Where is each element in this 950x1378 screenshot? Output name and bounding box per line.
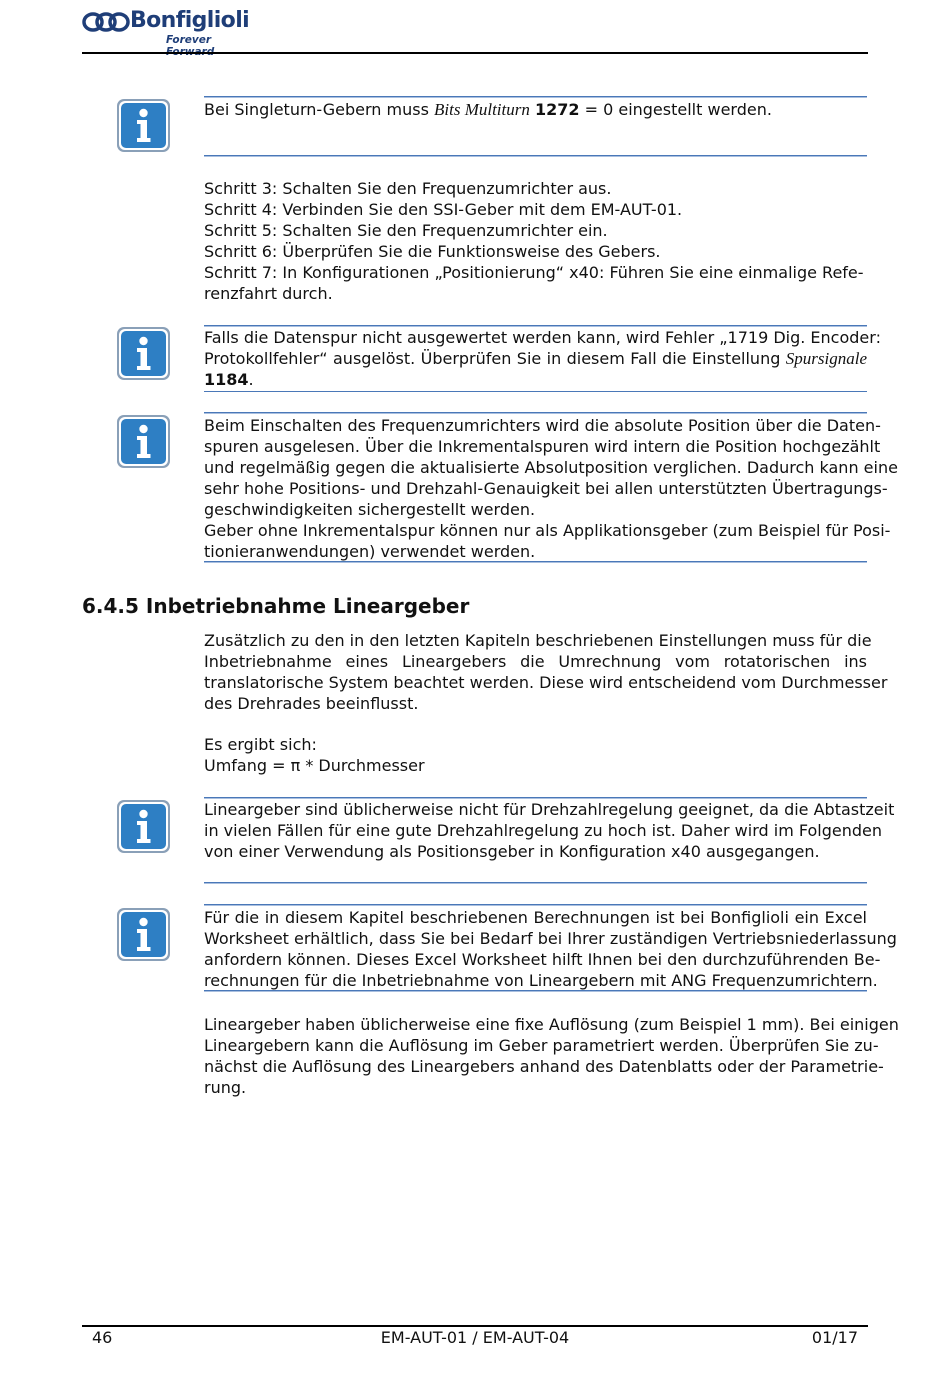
- closing-paragraph: [204, 1014, 899, 1098]
- note-data-track: [204, 327, 881, 390]
- note-rule-bottom: [204, 990, 867, 992]
- info-icon: [116, 98, 171, 153]
- note-text: .: [248, 370, 254, 389]
- note-line: anfordern können. Dieses Excel Worksheet hilft Ihnen bei den durchzuführenden Be-: [204, 950, 881, 969]
- step-line: Schritt 3: Schalten Sie den Frequenzumrichter aus.: [204, 179, 612, 198]
- note-line: sehr hohe Positions- und Drehzahl-Genauigkeit bei allen unterstützten Übertragungs-: [204, 479, 888, 498]
- note-line: tionieranwendungen) verwendet werden.: [204, 542, 536, 561]
- footer-rule: [82, 1325, 868, 1327]
- note-rule-top: [204, 412, 867, 414]
- document-date: 01/17: [811, 1328, 858, 1347]
- note-line: und regelmäßig gegen die aktualisierte Absolutposition verglichen. Dadurch kann eine: [204, 458, 898, 477]
- note-line: Worksheet erhältlich, dass Sie bei Bedarf bei Ihrer zuständigen Vertriebsniederlassung: [204, 929, 897, 948]
- header-rule: [82, 52, 868, 54]
- note-linear-encoder: [204, 799, 895, 862]
- step-line: Schritt 6: Überprüfen Sie die Funktionsweise des Gebers.: [204, 242, 661, 261]
- info-icon: [116, 414, 171, 469]
- note-line: [204, 369, 867, 390]
- brand-tagline: Forever: [166, 34, 212, 46]
- note-text: Bei Singleturn-Gebern muss: [204, 100, 434, 119]
- note-rule-bottom: [204, 882, 867, 884]
- brand-name: Bonfiglioli: [130, 8, 250, 33]
- note-text: = 0 eingestellt werden.: [579, 100, 772, 119]
- section-intro: [204, 630, 888, 714]
- note-line: Für die in diesem Kapitel beschriebenen Berechnungen ist bei Bonfiglioli ein Excel: [204, 908, 867, 927]
- note-rule-bottom: [204, 391, 867, 392]
- note-line: Falls die Datenspur nicht ausgewertet werden kann, wird Fehler „1719 Dig. Encoder:: [204, 328, 881, 347]
- note-line: spuren ausgelesen. Über die Inkrementalspuren wird intern die Position hochgezählt: [204, 437, 881, 456]
- parameter-name: Spursignale: [785, 349, 867, 368]
- note-line: rechnungen für die Inbetriebnahme von Lineargebern mit ANG Frequenzumrichtern.: [204, 971, 878, 990]
- step-line: Schritt 7: In Konfigurationen „Positionierung“ x40: Führen Sie eine einmalige Refe-: [204, 263, 864, 282]
- note-line: [204, 348, 867, 369]
- brand-logo: [82, 8, 262, 48]
- step-line: Schritt 4: Verbinden Sie den SSI-Geber mit dem EM-AUT-01.: [204, 200, 683, 219]
- note-line: von einer Verwendung als Positionsgeber in Konfiguration x40 ausgegangen.: [204, 842, 820, 861]
- note-rule-top: [204, 904, 867, 906]
- section-heading: 6.4.5 Inbetriebnahme Lineargeber: [82, 594, 470, 618]
- paragraph-line: Zusätzlich zu den in den letzten Kapiteln beschriebenen Einstellungen muss für die: [204, 631, 872, 650]
- note-rule-bottom: [204, 561, 867, 563]
- info-icon: [116, 907, 171, 962]
- paragraph-line: des Drehrades beeinflusst.: [204, 694, 419, 713]
- paragraph-line: translatorische System beachtet werden. Diese wird entscheidend vom Durchmesser: [204, 673, 888, 692]
- parameter-number: 1272: [534, 100, 580, 119]
- note-excel-worksheet: [204, 907, 897, 991]
- info-icon: [116, 799, 171, 854]
- step-line: renzfahrt durch.: [204, 284, 333, 303]
- formula-block: [204, 734, 867, 776]
- parameter-name: Bits Multiturn: [434, 100, 530, 119]
- logo-mark-icon: [82, 10, 130, 34]
- note-text: Protokollfehler“ ausgelöst. Überprüfen Sie in diesem Fall die Einstellung: [204, 349, 786, 368]
- note-power-on: [204, 415, 898, 562]
- steps-list: [204, 178, 867, 304]
- note-singleturn: [204, 99, 867, 120]
- note-line: geschwindigkeiten sichergestellt werden.: [204, 500, 536, 519]
- paragraph-line: Inbetriebnahme eines Lineargebers die Umrechnung vom rotatorischen ins: [204, 652, 867, 671]
- note-line: [204, 99, 867, 120]
- info-icon: [116, 326, 171, 381]
- paragraph-line: Lineargebern kann die Auflösung im Geber parametriert werden. Überprüfen Sie zu-: [204, 1036, 879, 1055]
- parameter-number: 1184: [204, 370, 249, 389]
- paragraph-line: rung.: [204, 1078, 247, 1097]
- formula-intro: Es ergibt sich:: [204, 735, 317, 754]
- note-line: in vielen Fällen für eine gute Drehzahlregelung zu hoch ist. Daher wird im Folgenden: [204, 821, 883, 840]
- paragraph-line: Lineargeber haben üblicherweise eine fixe Auflösung (zum Beispiel 1 mm). Bei einigen: [204, 1015, 899, 1034]
- note-line: Geber ohne Inkrementalspur können nur als Applikationsgeber (zum Beispiel für Posi-: [204, 521, 891, 540]
- page-number: 46: [92, 1328, 113, 1347]
- note-line: Beim Einschalten des Frequenzumrichters wird die absolute Position über die Daten-: [204, 416, 881, 435]
- formula: Umfang = π * Durchmesser: [204, 756, 425, 775]
- note-rule-top: [204, 96, 867, 98]
- document-title: EM-AUT-01 / EM-AUT-04: [380, 1328, 570, 1347]
- step-line: Schritt 5: Schalten Sie den Frequenzumrichter ein.: [204, 221, 608, 240]
- note-line: Lineargeber sind üblicherweise nicht für Drehzahlregelung geeignet, da die Abtastzeit: [204, 800, 895, 819]
- paragraph-line: nächst die Auflösung des Lineargebers anhand des Datenblatts oder der Parametrie-: [204, 1057, 884, 1076]
- note-rule-bottom: [204, 155, 867, 157]
